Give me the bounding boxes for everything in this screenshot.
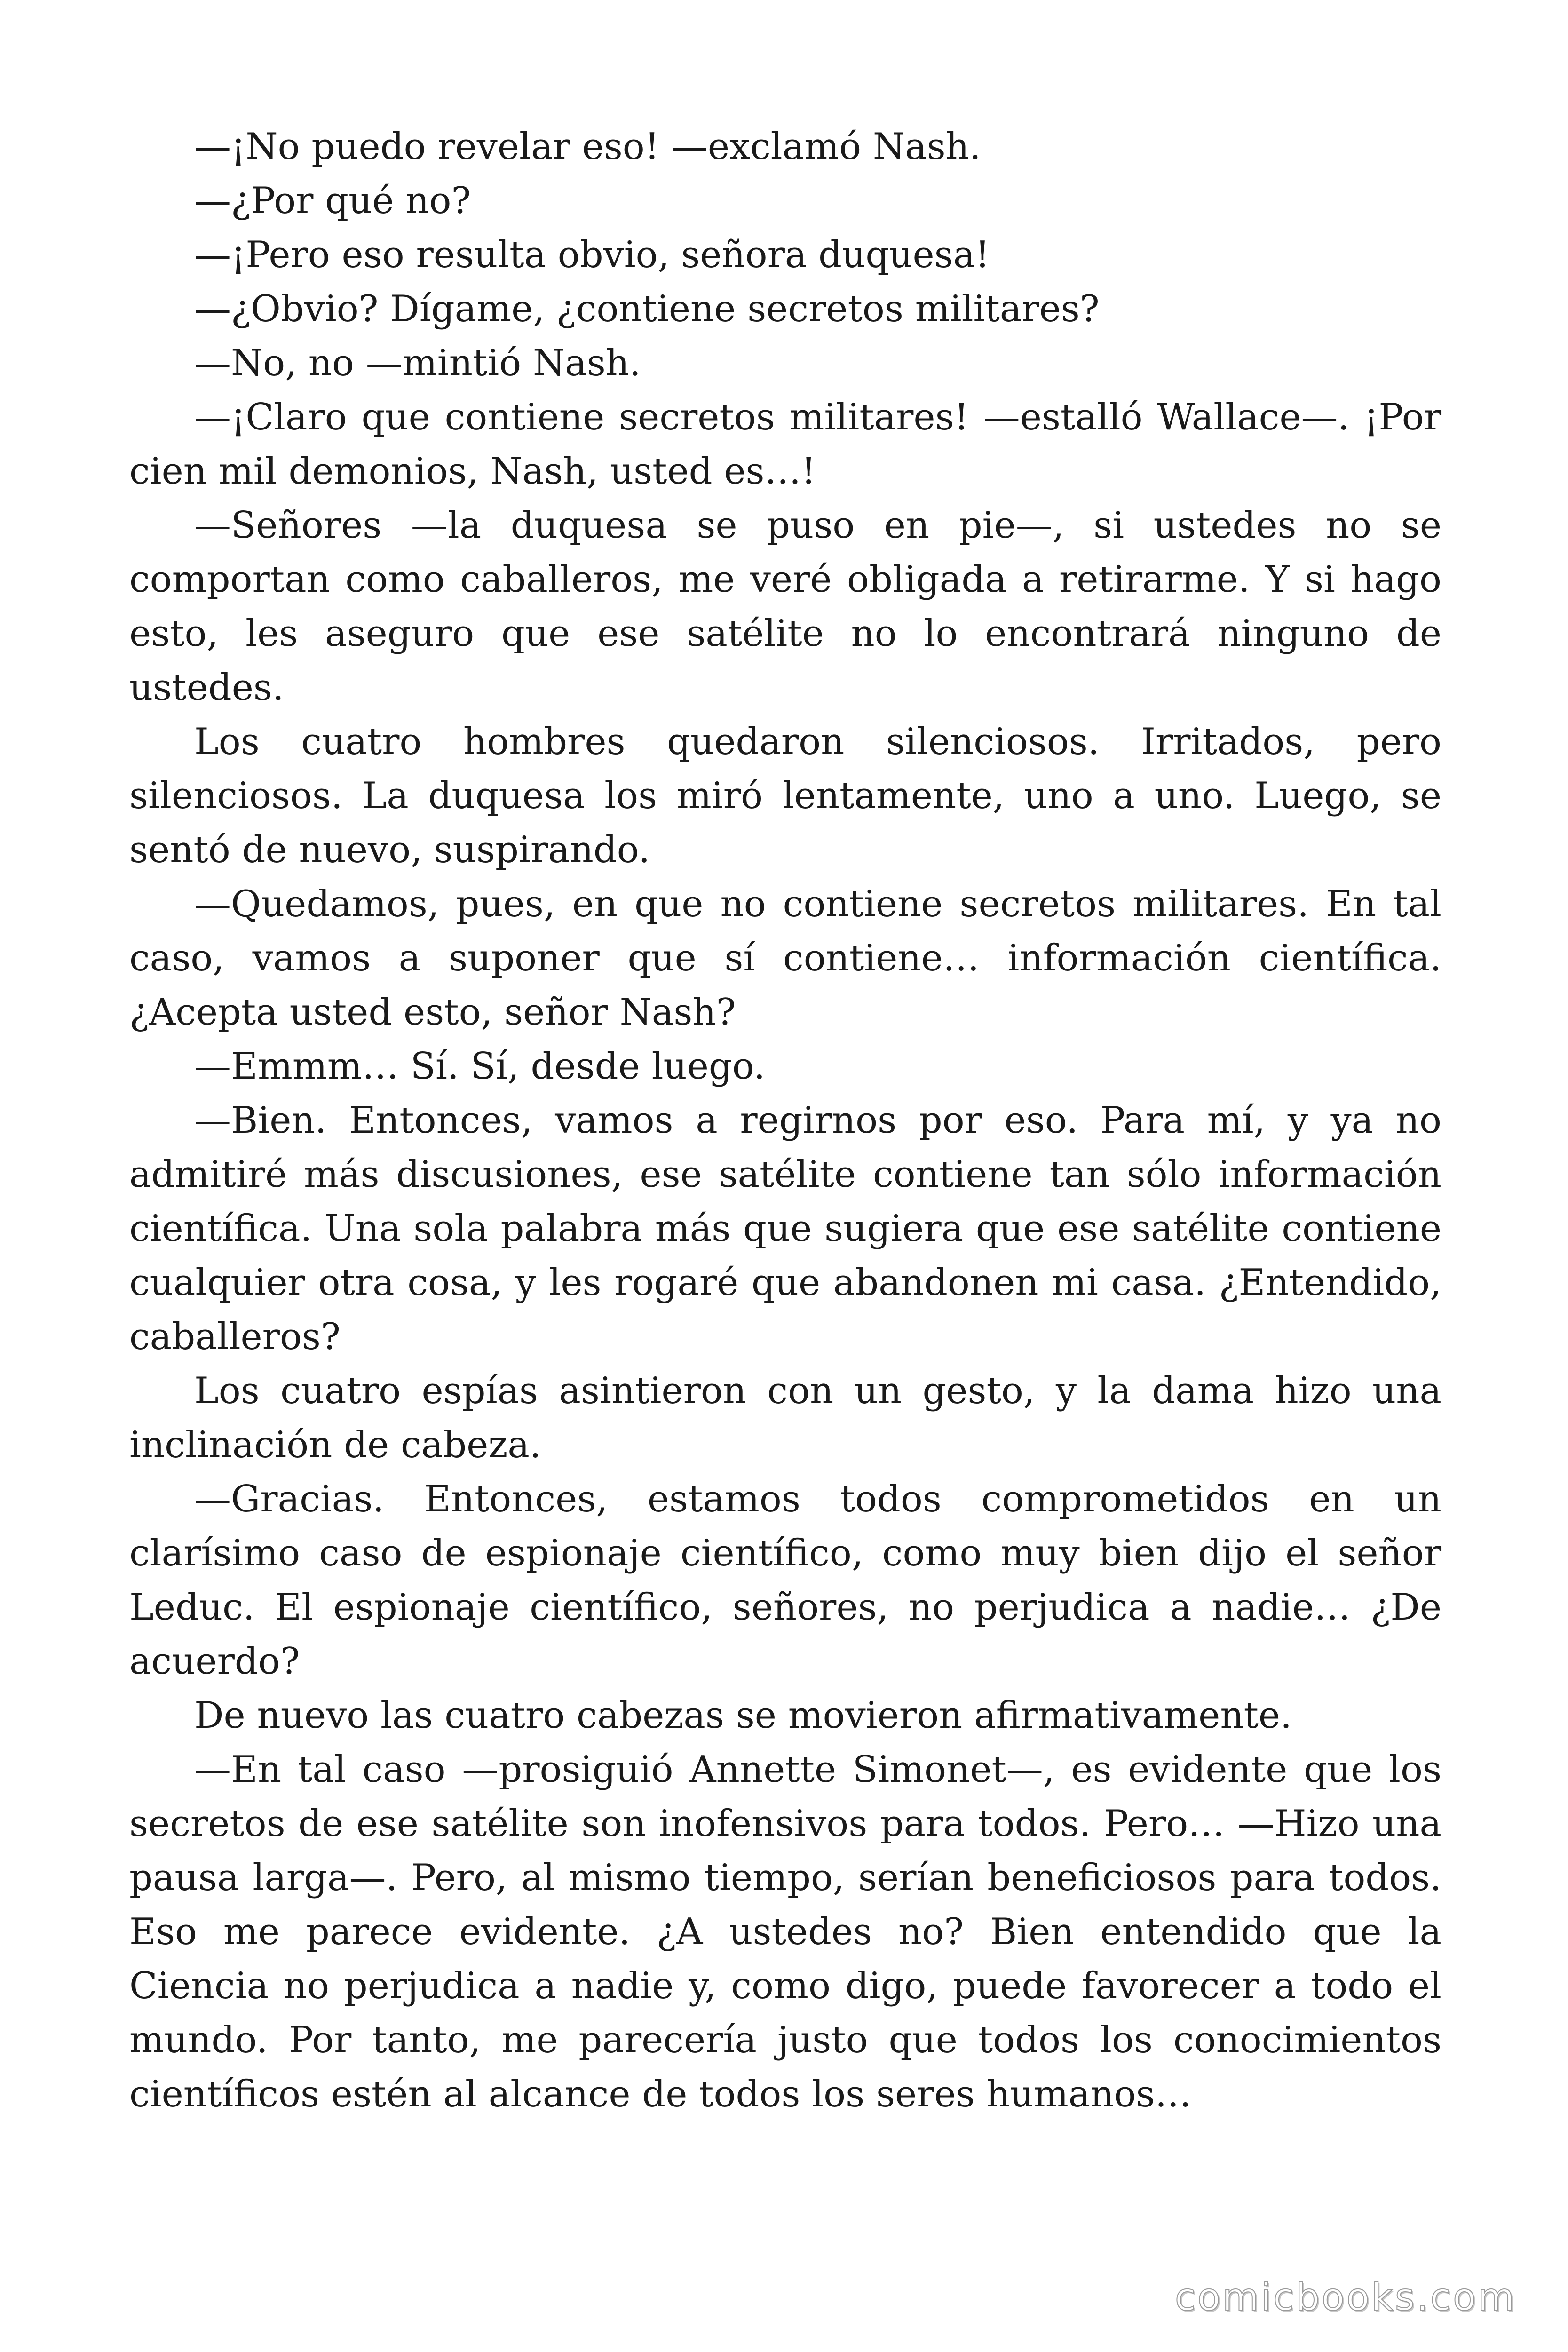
paragraph-1: —¡No puedo revelar eso! —exclamó Nash.	[194, 126, 981, 168]
paragraph-5: —No, no —mintió Nash.	[194, 342, 641, 384]
paragraph-9: —Quedamos, pues, en que no contiene secretos militares. En tal caso, vamos a suponer que sí contiene… información científica. ¿Acepta usted esto, señor Nash?	[129, 883, 1441, 1033]
paragraph-15: —En tal caso —prosiguió Annette Simonet—, es evidente que los secretos de ese satélite son inofensivos para todos. Pero… —Hizo una pausa larga—. Pero, al mismo tiempo, serían beneficiosos para todos. Eso me parece evidente. ¿A ustedes no? Bien entendido que la Ciencia no perjudica a nadie y, como digo, puede favorecer a todo el mundo. Por tanto, me parecería justo que todos los conocimientos científicos estén al alcance de todos los seres humanos…	[129, 1748, 1441, 2115]
paragraph-8: Los cuatro hombres quedaron silenciosos. Irritados, pero silenciosos. La duquesa los miró lentamente, uno a uno. Luego, se sentó de nuevo, suspirando.	[129, 721, 1441, 871]
paragraph-7: —Señores —la duquesa se puso en pie—, si ustedes no se comportan como caballeros, me veré obligada a retirarme. Y si hago esto, les aseguro que ese satélite no lo encontrará ninguno de ustedes.	[129, 504, 1441, 709]
paragraph-2: —¿Por qué no?	[194, 180, 471, 222]
paragraph-13: —Gracias. Entonces, estamos todos comprometidos en un clarísimo caso de espionaje científico, como muy bien dijo el señor Leduc. El espionaje científico, señores, no perjudica a nadie… ¿De acuerdo?	[129, 1478, 1441, 1683]
paragraph-11: —Bien. Entonces, vamos a regirnos por eso. Para mí, y ya no admitiré más discusiones, ese satélite contiene tan sólo información científica. Una sola palabra más que sugiera que ese satélite contiene cualquier otra cosa, y les rogaré que abandonen mi casa. ¿Entendido, caballeros?	[129, 1099, 1441, 1358]
paragraph-6: —¡Claro que contiene secretos militares! —estalló Wallace—. ¡Por cien mil demonios, Nash, usted es…!	[129, 396, 1441, 493]
site-watermark: comicbooks.com	[1174, 2275, 1516, 2319]
paragraph-3: —¡Pero eso resulta obvio, señora duquesa!	[194, 234, 990, 276]
body-text	[129, 120, 1441, 2122]
paragraph-12: Los cuatro espías asintieron con un gesto, y la dama hizo una inclinación de cabeza.	[129, 1370, 1441, 1466]
paragraph-4: —¿Obvio? Dígame, ¿contiene secretos militares?	[194, 288, 1100, 330]
paragraph-10: —Emmm… Sí. Sí, desde luego.	[194, 1045, 766, 1088]
paragraph-14: De nuevo las cuatro cabezas se movieron afirmativamente.	[194, 1694, 1292, 1737]
